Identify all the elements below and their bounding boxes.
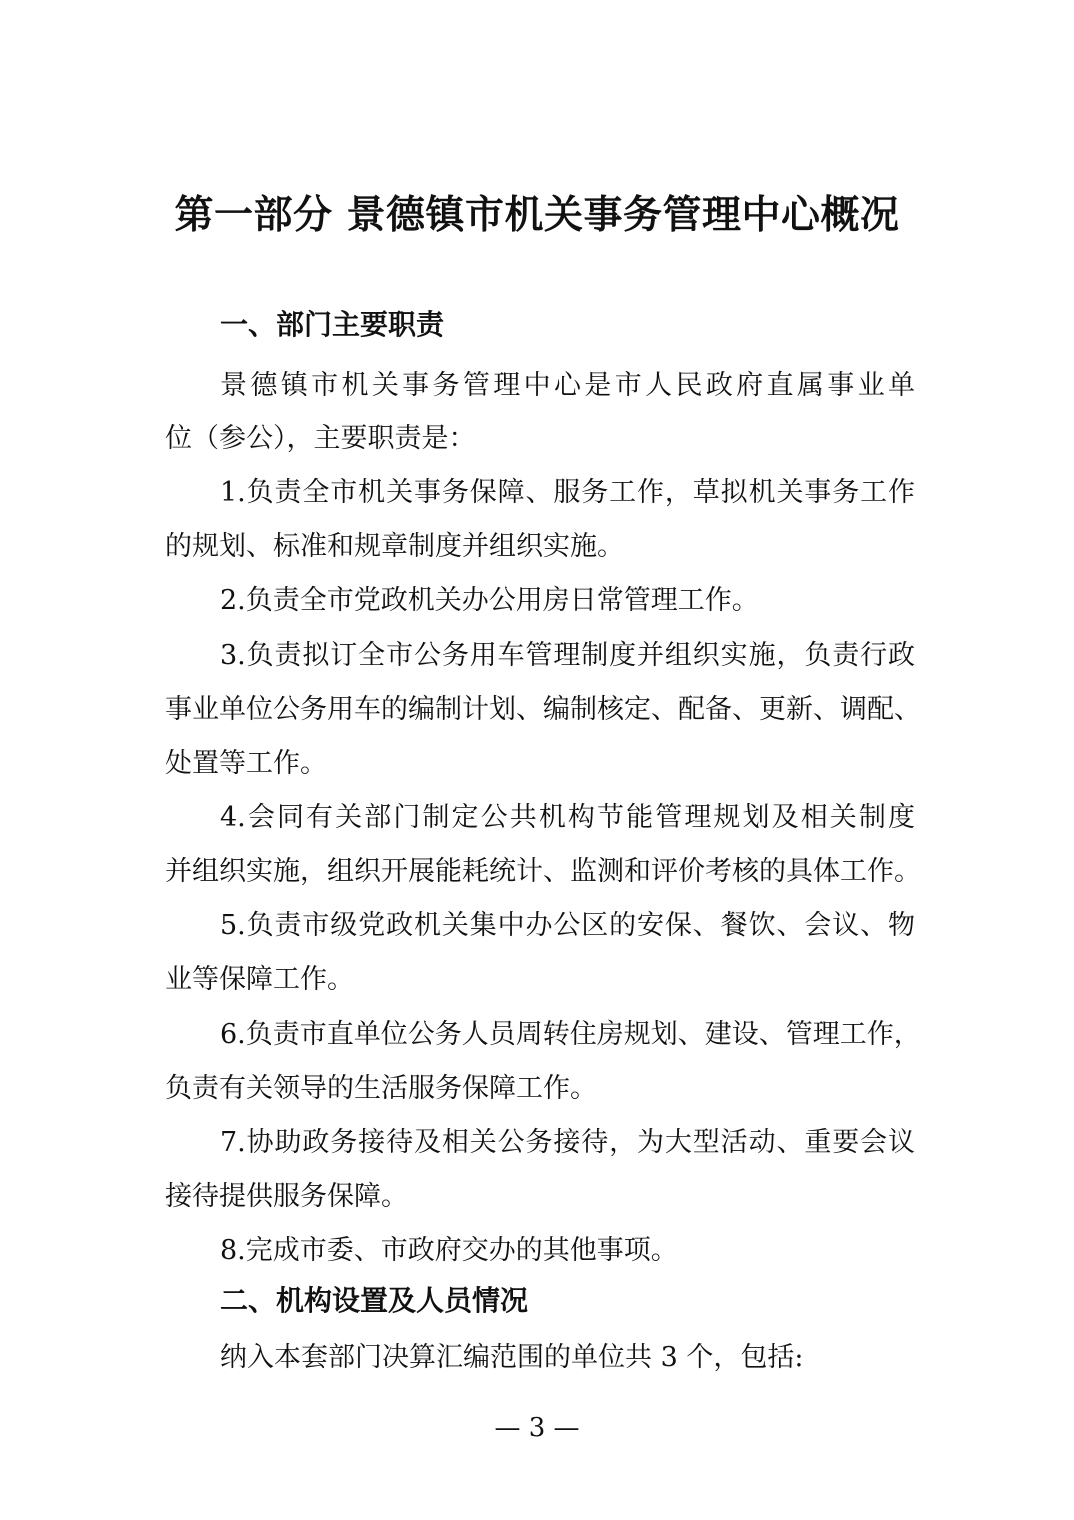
- duty-item-3-line: 处置等工作。: [165, 748, 327, 779]
- duty-item-5-line: 业等保障工作。: [165, 964, 354, 995]
- duty-item-1-line: 的规划、标准和规章制度并组织实施。: [165, 531, 624, 562]
- duty-item-2-line: 2.负责全市党政机关办公用房日常管理工作。: [220, 585, 759, 616]
- section-heading-organization: 二、机构设置及人员情况: [220, 1284, 529, 1317]
- duty-item-7-line: 7.协助政务接待及相关公务接待，为大型活动、重要会议: [220, 1127, 915, 1158]
- page-title: 第一部分 景德镇市机关事务管理中心概况: [174, 193, 900, 238]
- duty-item-6-line: 负责有关领导的生活服务保障工作。: [165, 1073, 597, 1104]
- page-number: — 3 —: [494, 1413, 580, 1443]
- duty-item-7-line: 接待提供服务保障。: [165, 1181, 408, 1212]
- duty-item-6-line: 6.负责市直单位公务人员周转住房规划、建设、管理工作，: [220, 1019, 921, 1050]
- duty-item-3-line: 3.负责拟订全市公务用车管理制度并组织实施，负责行政: [220, 640, 915, 671]
- duty-item-4-line: 4.会同有关部门制定公共机构节能管理规划及相关制度: [220, 802, 915, 833]
- duty-item-3-line: 事业单位公务用车的编制计划、编制核定、配备、更新、调配、: [165, 694, 921, 725]
- section-heading-duties: 一、部门主要职责: [220, 308, 445, 341]
- paragraph-line: 景德镇市机关事务管理中心是市人民政府直属事业单: [220, 370, 915, 401]
- duty-item-4-line: 并组织实施，组织开展能耗统计、监测和评价考核的具体工作。: [165, 856, 921, 887]
- paragraph-line: 纳入本套部门决算汇编范围的单位共 3 个，包括:: [220, 1342, 804, 1373]
- duty-item-5-line: 5.负责市级党政机关集中办公区的安保、餐饮、会议、物: [220, 910, 915, 941]
- paragraph-line: 位（参公），主要职责是：: [165, 423, 476, 454]
- duty-item-1-line: 1.负责全市机关事务保障、服务工作，草拟机关事务工作: [220, 477, 915, 508]
- duty-item-8-line: 8.完成市委、市政府交办的其他事项。: [220, 1235, 678, 1266]
